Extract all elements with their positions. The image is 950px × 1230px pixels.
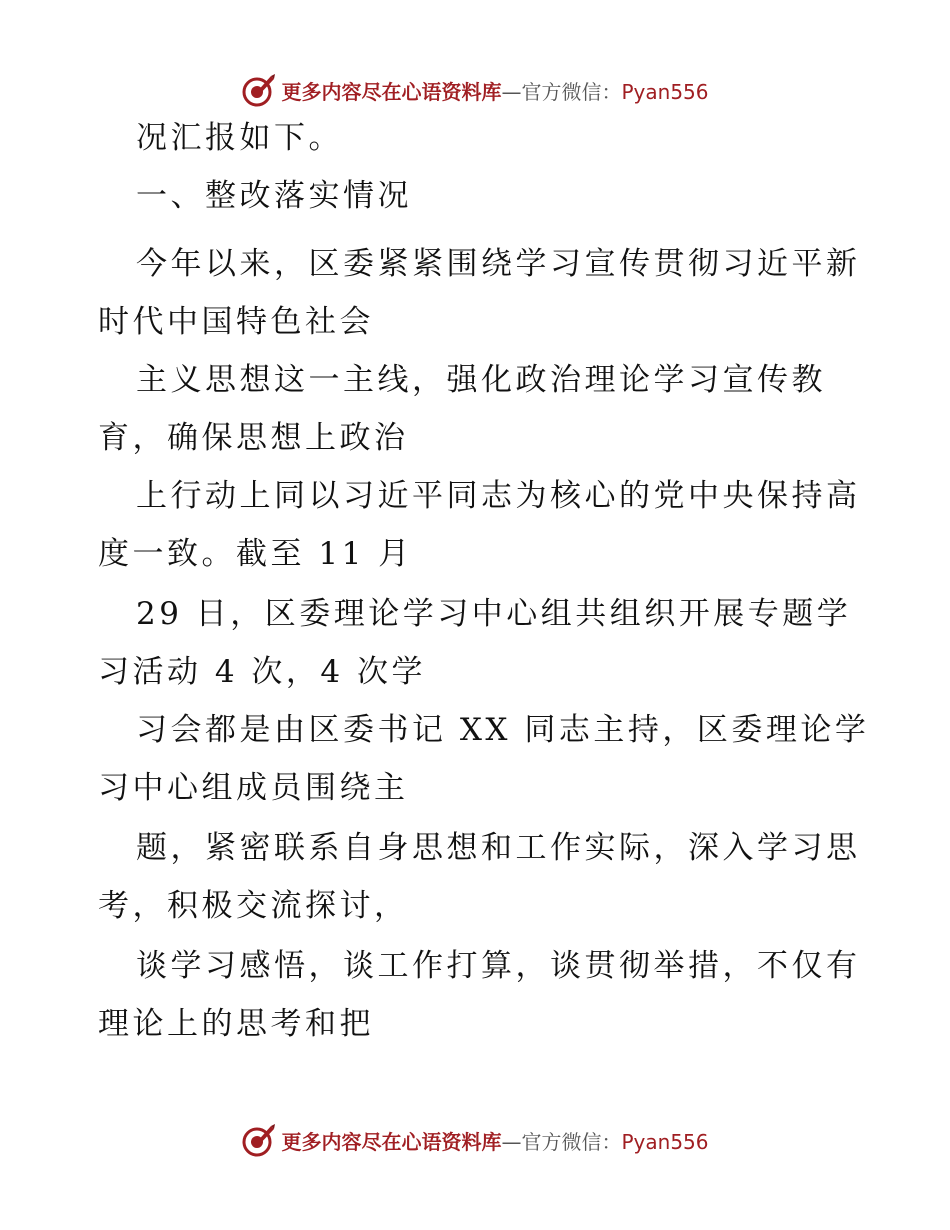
body-line-14: 考，积极交流探讨，	[98, 888, 409, 924]
watermark-account: Pyan556	[621, 1129, 709, 1154]
body-line-16: 理论上的思考和把	[98, 1006, 374, 1042]
watermark-account: Pyan556	[621, 79, 709, 104]
header-watermark	[0, 70, 950, 110]
pen-logo-icon	[241, 72, 277, 108]
body-line-7: 上行动上同以习近平同志为核心的党中央保持高	[136, 478, 861, 514]
body-line-10: 习活动 4 次，4 次学	[98, 654, 427, 690]
body-line-2: 一、整改落实情况	[136, 178, 412, 214]
body-line-15: 谈学习感悟，谈工作打算，谈贯彻举措，不仅有	[136, 948, 861, 984]
footer-watermark	[0, 1120, 950, 1160]
body-line-3: 今年以来，区委紧紧围绕学习宣传贯彻习近平新	[136, 246, 861, 282]
body-line-11: 习会都是由区委书记 XX 同志主持，区委理论学	[136, 712, 870, 748]
watermark-dash: —	[501, 1129, 522, 1154]
body-line-5: 主义思想这一主线，强化政治理论学习宣传教	[136, 362, 826, 398]
body-line-9: 29 日，区委理论学习中心组共组织开展专题学	[136, 596, 852, 632]
body-line-12: 习中心组成员围绕主	[98, 770, 409, 806]
body-line-1: 况汇报如下。	[136, 120, 343, 156]
watermark-text	[281, 1126, 708, 1155]
watermark-lead: 更多内容尽在心语资料库	[281, 1129, 502, 1154]
body-line-6: 育，确保思想上政治	[98, 420, 409, 456]
pen-logo-icon	[241, 1122, 277, 1158]
watermark-lead: 更多内容尽在心语资料库	[281, 79, 502, 104]
body-line-4: 时代中国特色社会	[98, 304, 374, 340]
body-line-8: 度一致。截至 11 月	[98, 536, 413, 572]
watermark-label: 官方微信：	[521, 1129, 622, 1154]
watermark-label: 官方微信：	[521, 79, 622, 104]
body-line-13: 题，紧密联系自身思想和工作实际，深入学习思	[136, 830, 861, 866]
watermark-text	[281, 76, 708, 105]
watermark-dash: —	[501, 79, 522, 104]
